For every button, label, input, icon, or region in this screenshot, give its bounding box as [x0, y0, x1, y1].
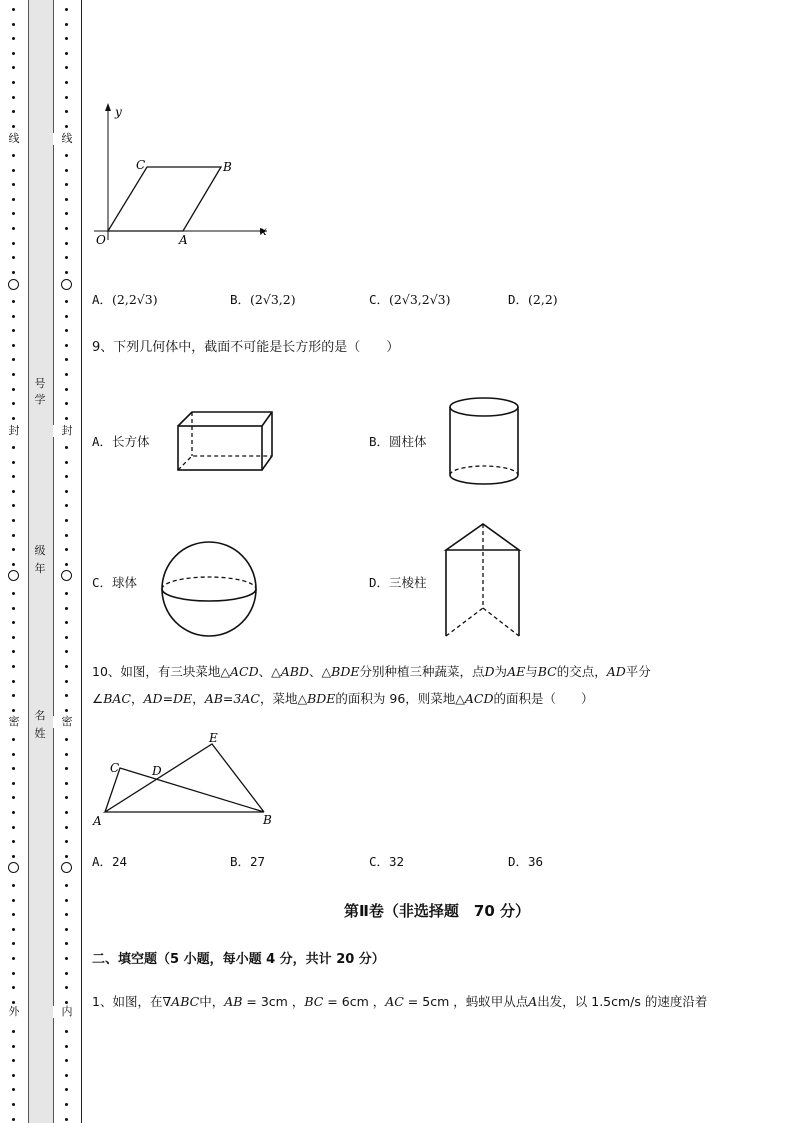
- inner-mark-feng: 封: [53, 425, 81, 437]
- binding-dot: [65, 169, 68, 172]
- binding-dot: [65, 125, 68, 128]
- binding-dot: [65, 694, 68, 697]
- outer-circle-mark: [8, 862, 19, 873]
- binding-dot: [12, 665, 15, 668]
- binding-dot: [12, 504, 15, 507]
- binding-dot: [65, 767, 68, 770]
- label-c: C: [136, 158, 146, 172]
- outer-mark-feng: 封: [0, 425, 28, 437]
- binding-dot: [65, 1103, 68, 1106]
- binding-dot: [65, 66, 68, 69]
- binding-dot: [12, 957, 15, 960]
- binding-dot: [12, 125, 15, 128]
- q8-option-d[interactable]: D．(2,2): [508, 292, 558, 307]
- binding-dot: [12, 37, 15, 40]
- binding-dot: [12, 1088, 15, 1091]
- fill-q1-stem: 1、如图，在∇ABC中，AB = 3cm ，BC = 6cm ，AC = 5cm ，蚂蚁甲从点A出发，以 1.5cm/s 的速度沿着: [92, 994, 708, 1009]
- binding-dot: [65, 256, 68, 259]
- binding-dot: [65, 461, 68, 464]
- binding-dot: [12, 782, 15, 785]
- binding-dot: [12, 52, 15, 55]
- binding-dot: [65, 650, 68, 653]
- binding-dot: [12, 183, 15, 186]
- binding-dot: [12, 1030, 15, 1033]
- binding-dot: [12, 8, 15, 11]
- binding-dot: [65, 504, 68, 507]
- binding-dot: [65, 665, 68, 668]
- inner-mark-mi: 密: [53, 716, 81, 728]
- binding-dot: [65, 811, 68, 814]
- binding-dot: [65, 300, 68, 303]
- inner-circle-mark: [61, 570, 72, 581]
- binding-dot: [65, 1001, 68, 1004]
- binding-dot: [12, 942, 15, 945]
- binding-dot: [65, 913, 68, 916]
- binding-dot: [12, 1074, 15, 1077]
- label-x: x: [260, 224, 267, 238]
- binding-dot: [65, 198, 68, 201]
- binding-dot: [65, 636, 68, 639]
- binding-dot: [65, 1045, 68, 1048]
- binding-dot: [65, 796, 68, 799]
- binding-dot: [12, 227, 15, 230]
- q10-stem-line2: ∠BAC，AD=DE，AB=3AC，菜地△BDE的面积为 96，则菜地△ACD的面积是（ ）: [92, 691, 594, 706]
- label-a: A: [179, 233, 188, 247]
- outer-mark-wai: 外: [0, 1006, 28, 1018]
- binding-dot: [65, 607, 68, 610]
- binding-strip-outer: [0, 0, 28, 1123]
- binding-dot: [12, 650, 15, 653]
- binding-dot: [12, 315, 15, 318]
- binding-dot: [65, 855, 68, 858]
- binding-dot: [65, 1074, 68, 1077]
- binding-dot: [12, 212, 15, 215]
- binding-dot: [12, 154, 15, 157]
- q10-triangle-figure: [92, 728, 282, 832]
- binding-dot: [12, 811, 15, 814]
- binding-dot: [12, 563, 15, 566]
- label-b: B: [223, 160, 232, 174]
- binding-dot: [12, 767, 15, 770]
- binding-dot: [12, 344, 15, 347]
- q9-option-a[interactable]: A．长方体: [92, 434, 150, 449]
- binding-dot: [12, 329, 15, 332]
- binding-dot: [65, 96, 68, 99]
- binding-dot: [65, 8, 68, 11]
- binding-dot: [65, 1059, 68, 1062]
- binding-dot: [12, 928, 15, 931]
- q9-option-b[interactable]: B．圆柱体: [369, 434, 427, 449]
- label-b: B: [263, 813, 272, 827]
- triangular-prism-figure: [442, 520, 524, 642]
- binding-dot: [12, 198, 15, 201]
- binding-dot: [12, 840, 15, 843]
- binding-dot: [65, 621, 68, 624]
- inner-circle-mark: [61, 862, 72, 873]
- label-a: A: [93, 814, 102, 828]
- binding-dot: [12, 607, 15, 610]
- binding-dot: [12, 709, 15, 712]
- q8-parallelogram-figure: [92, 100, 282, 250]
- binding-dot: [65, 23, 68, 26]
- binding-dot: [65, 446, 68, 449]
- binding-dot: [12, 461, 15, 464]
- binding-dot: [65, 475, 68, 478]
- binding-dot: [65, 548, 68, 551]
- binding-dot: [12, 96, 15, 99]
- binding-dot: [65, 81, 68, 84]
- binding-dot: [12, 694, 15, 697]
- binding-dot: [65, 709, 68, 712]
- binding-dot: [65, 1088, 68, 1091]
- name-label: 名姓: [34, 709, 46, 740]
- q8-option-b[interactable]: B．(2√3,2): [230, 292, 296, 307]
- binding-dot: [12, 899, 15, 902]
- binding-dot: [12, 110, 15, 113]
- cuboid-figure: [168, 408, 278, 478]
- binding-dot: [12, 1059, 15, 1062]
- binding-dot: [65, 972, 68, 975]
- binding-dot: [65, 519, 68, 522]
- binding-dot: [65, 212, 68, 215]
- binding-dot: [12, 534, 15, 537]
- binding-dot: [12, 1103, 15, 1106]
- q10-option-d[interactable]: D．36: [508, 854, 544, 869]
- exam-content: [92, 0, 782, 1123]
- binding-dot: [12, 796, 15, 799]
- binding-dot: [12, 81, 15, 84]
- binding-dot: [12, 680, 15, 683]
- binding-dot: [65, 490, 68, 493]
- grade-label: 级年: [34, 544, 46, 575]
- binding-dot: [65, 52, 68, 55]
- binding-dot: [12, 621, 15, 624]
- binding-dot: [12, 271, 15, 274]
- label-y: y: [115, 105, 122, 119]
- binding-dot: [65, 680, 68, 683]
- binding-dot: [65, 1118, 68, 1121]
- binding-dot: [12, 388, 15, 391]
- binding-dot: [65, 315, 68, 318]
- parallelogram-oabc: [108, 167, 221, 231]
- binding-dot: [12, 913, 15, 916]
- binding-dot: [65, 373, 68, 376]
- outer-mark-xian: 线: [0, 133, 28, 145]
- binding-dot: [12, 446, 15, 449]
- binding-dot: [65, 592, 68, 595]
- binding-dot: [65, 417, 68, 420]
- binding-dot: [65, 563, 68, 566]
- binding-dot: [65, 928, 68, 931]
- binding-dot: [12, 1118, 15, 1121]
- binding-dot: [65, 329, 68, 332]
- binding-dot: [65, 183, 68, 186]
- binding-dot: [65, 227, 68, 230]
- binding-dot: [12, 242, 15, 245]
- binding-dot: [65, 154, 68, 157]
- label-e: E: [209, 731, 218, 745]
- binding-dot: [65, 402, 68, 405]
- binding-dot: [65, 840, 68, 843]
- binding-dot: [12, 300, 15, 303]
- binding-strip-inner: [53, 0, 82, 1123]
- binding-dot: [65, 826, 68, 829]
- outer-mark-mi: 密: [0, 716, 28, 728]
- q10-option-a[interactable]: A．24: [92, 854, 128, 869]
- binding-dot: [65, 1030, 68, 1033]
- binding-dot: [12, 373, 15, 376]
- binding-dot: [65, 388, 68, 391]
- binding-dot: [12, 548, 15, 551]
- outer-circle-mark: [8, 279, 19, 290]
- binding-dot: [12, 738, 15, 741]
- binding-dot: [12, 972, 15, 975]
- inner-mark-nei: 内: [53, 1006, 81, 1018]
- binding-dot: [65, 271, 68, 274]
- binding-dot: [65, 986, 68, 989]
- label-d: D: [152, 764, 162, 778]
- binding-dot: [12, 1001, 15, 1004]
- q9-option-d[interactable]: D．三棱柱: [369, 575, 427, 590]
- binding-dot: [12, 256, 15, 259]
- q10-option-c[interactable]: C．32: [369, 854, 405, 869]
- binding-dot: [65, 884, 68, 887]
- binding-dot: [12, 402, 15, 405]
- q9-stem: 9、下列几何体中，截面不可能是长方形的是（ ）: [92, 340, 400, 355]
- binding-dot: [12, 884, 15, 887]
- binding-dot: [12, 592, 15, 595]
- cylinder-figure: [446, 395, 526, 491]
- binding-dot: [65, 110, 68, 113]
- binding-dot: [12, 417, 15, 420]
- binding-dot: [65, 957, 68, 960]
- label-o: O: [96, 233, 106, 247]
- q8-option-a[interactable]: A．(2,2√3): [92, 292, 158, 307]
- binding-dot: [65, 242, 68, 245]
- binding-dot: [12, 753, 15, 756]
- binding-dot: [12, 855, 15, 858]
- q10-stem-line1: 10、如图，有三块菜地△ACD、△ABD、△BDE分别种植三种蔬菜，点D为AE与BC的交点，AD平分: [92, 664, 651, 679]
- binding-dot: [12, 23, 15, 26]
- binding-dot: [65, 942, 68, 945]
- inner-circle-mark: [61, 279, 72, 290]
- student-id-label: 号学: [34, 377, 46, 406]
- binding-dot: [65, 899, 68, 902]
- q8-option-c[interactable]: C．(2√3,2√3): [369, 292, 451, 307]
- binding-dot: [12, 490, 15, 493]
- binding-dot: [65, 738, 68, 741]
- binding-dot: [65, 358, 68, 361]
- inner-mark-xian: 线: [53, 133, 81, 145]
- binding-dot: [12, 1045, 15, 1048]
- binding-dot: [65, 534, 68, 537]
- q10-option-b[interactable]: B．27: [230, 854, 266, 869]
- binding-dot: [12, 826, 15, 829]
- binding-dot: [12, 169, 15, 172]
- binding-dot: [12, 66, 15, 69]
- binding-dot: [12, 519, 15, 522]
- binding-dot: [12, 358, 15, 361]
- binding-dot: [12, 986, 15, 989]
- binding-dot: [12, 475, 15, 478]
- binding-dot: [65, 753, 68, 756]
- section-2-title: 第Ⅱ卷（非选择题 70 分）: [344, 902, 530, 920]
- sphere-figure: [158, 538, 260, 640]
- outer-circle-mark: [8, 570, 19, 581]
- binding-dot: [65, 782, 68, 785]
- fill-in-heading: 二、填空题（5 小题，每小题 4 分，共计 20 分）: [92, 952, 385, 967]
- binding-dot: [65, 37, 68, 40]
- binding-dot: [65, 344, 68, 347]
- label-c: C: [110, 761, 120, 775]
- q9-option-c[interactable]: C．球体: [92, 575, 138, 590]
- y-axis-arrow: [105, 103, 111, 111]
- binding-dot: [12, 636, 15, 639]
